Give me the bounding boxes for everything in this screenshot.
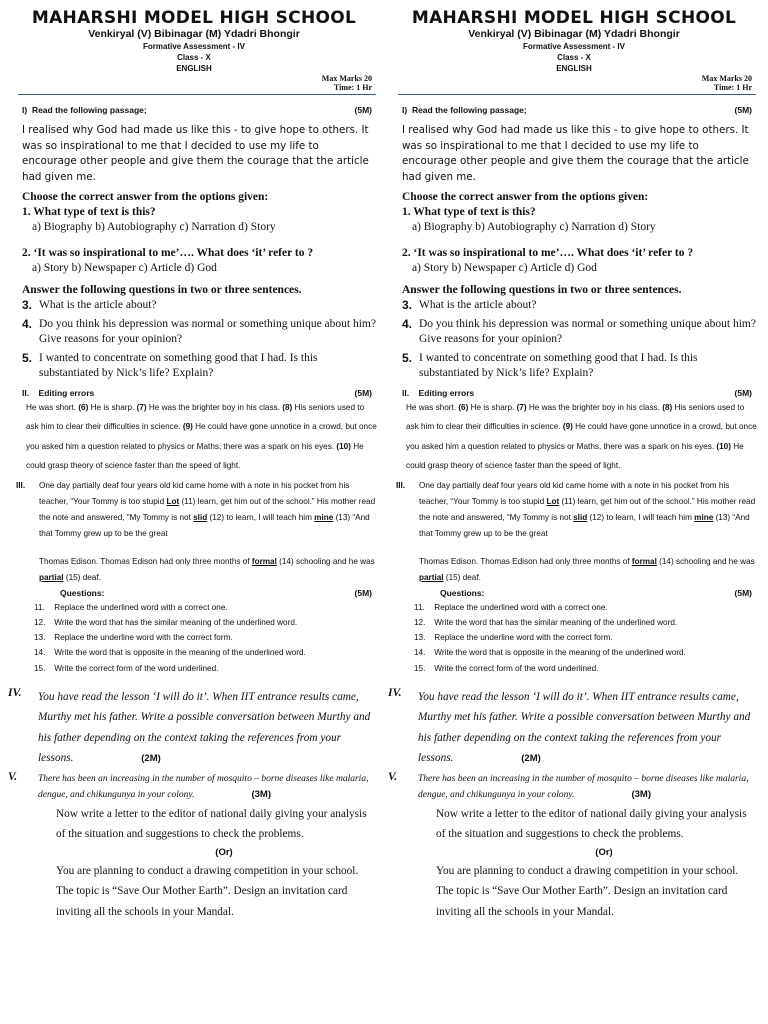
section-3-questions-heading: Questions: (5M) [60,587,372,598]
section-3-passage-continued: Thomas Edison. Thomas Edison had only three months of formal (14) schooling and he was partial (15) deaf. [39,556,375,582]
section-4-marks: (2M) [141,753,161,765]
section-3-question-list [4,600,384,676]
reading-passage: I realised why God had made us like this - to give hope to others. It was so inspirational to me that I decided to use my life to encourage other people and give them the courage that the article had given me. [402,124,749,183]
section-3-number: III. [396,480,406,490]
paper-header [4,8,384,74]
section-5-question: There has been an increasing in the number of mosquito – borne diseases like malaria, dengue, and chikungunya in your colony. [418,773,749,801]
list-item: 12. Write the word that has the similar meaning of the underlined word. [414,617,678,627]
list-item: 14. Write the word that is opposite in the meaning of the underlined word. [414,648,686,658]
question-4: 4. Do you think his depression was normal or something unique about him? Give reasons for your opinion? [402,316,756,345]
class-label: Class - X [557,53,591,62]
question-2: 2. ‘It was so inspirational to me’…. What does ‘it’ refer to ? [402,247,694,259]
section-5-marks: (3M) [251,789,271,801]
list-item: 11. Replace the underlined word with a correct one. [414,602,608,612]
class-label: Class - X [177,53,211,62]
section-2-marks: (5M) [734,387,752,398]
choose-heading: Choose the correct answer from the options given: [22,191,269,203]
section-4-number: IV. [388,686,402,699]
question-3: 3. What is the article about? [402,298,537,312]
section-2-marks: (5M) [354,387,372,398]
invitation-task: You are planning to conduct a drawing competition in your school. The topic is “Save Our Mother Earth”. Design an invitation card inviting all the schools in your Mandal. [436,864,739,918]
header-divider [18,94,376,95]
list-item: 11. Replace the underlined word with a correct one. [34,602,228,612]
list-item: 13. Replace the underline word with the correct form. [414,633,613,643]
section-2-heading [384,388,764,398]
list-item: 15. Write the correct form of the word underlined. [34,663,219,673]
section-5 [384,771,764,804]
section-1-marks: (5M) [734,105,752,115]
reading-passage: I realised why God had made us like this - to give hope to others. It was so inspirational to me that I decided to use my life to encourage other people and give them the courage that the article had given me. [22,124,369,183]
section-1-heading [384,105,764,115]
question-1: 1. What type of text is this? [402,206,536,218]
section-2-number: II. [22,387,30,398]
section-4 [384,687,764,770]
section-4-question: You have read the lesson ‘I will do it’. When IIT entrance results came, Murthy met his father. Write a possible conversation between Murthy and his father depending on the context taking the references from your lessons. [418,690,751,765]
section-5-number: V. [8,770,18,783]
section-1-title: Read the following passage; [411,105,527,115]
question-paper-right [384,0,764,1024]
short-answer-heading: Answer the following questions in two or three sentences. [402,284,682,296]
question-3: 3. What is the article about? [22,298,157,312]
paper-header [384,8,764,74]
question-4: 4. Do you think his depression was normal or something unique about him? Give reasons for your opinion? [22,316,376,345]
max-marks: Max Marks 20 [321,74,372,83]
section-3-number: III. [16,480,26,490]
assessment-name: Formative Assessment - IV [523,42,625,51]
assessment-name: Formative Assessment - IV [143,42,245,51]
section-3-questions-heading: Questions: (5M) [440,587,752,598]
section-5 [4,771,384,804]
editing-passage: He was short. (6) He is sharp. (7) He was the brighter boy in his class. (8) His seniors used to ask him to clear their difficulties in science. (9) He could have gone unnotice in a crowd, but once you asked him a question related to physics or Maths, there was a spark on his eyes. (10) He could grasp theory of science faster than the speed of light. [406,402,757,470]
section-1-number: I) [22,105,28,115]
header-divider [398,94,756,95]
section-2-heading [4,388,384,398]
time-allowed: Time: 1 Hr [713,83,752,92]
letter-task: Now write a letter to the editor of national daily giving your analysis of the situation and suggestions to check the problems. [56,807,367,841]
section-3-passage: III. One day partially deaf four years old kid came home with a note in his pocket from his teacher, “Your Tommy is too stupid Lot (11) learn, get him out of the school.” His mother read the note and answered, “My Tommy is not slid (12) to learn, I will teach him mine (13) “And that Tommy grew up to be the great [4,478,384,542]
time-allowed: Time: 1 Hr [333,83,372,92]
subject-label: ENGLISH [176,64,212,73]
letter-task: Now write a letter to the editor of national daily giving your analysis of the situation and suggestions to check the problems. [436,807,747,841]
section-5-question: There has been an increasing in the number of mosquito – borne diseases like malaria, dengue, and chikungunya in your colony. [38,773,369,801]
section-2-title: Editing errors [418,387,475,398]
section-4 [4,687,384,770]
section-3-passage-continued: Thomas Edison. Thomas Edison had only three months of formal (14) schooling and he was partial (15) deaf. [419,556,755,582]
section-3-question-list [384,600,764,676]
section-2-number: II. [402,387,410,398]
section-4-question: You have read the lesson ‘I will do it’. When IIT entrance results came, Murthy met his father. Write a possible conversation between Murthy and his father depending on the context taking the references from your lessons. [38,690,371,765]
question-1-options: a) Biography b) Autobiography c) Narration d) Story [412,221,656,233]
question-5: 5. I wanted to concentrate on something good that I had. Is this substantiated by Nick’s life? Explain? [402,350,698,379]
section-5-marks: (3M) [631,789,651,801]
invitation-task: You are planning to conduct a drawing competition in your school. The topic is “Save Our Mother Earth”. Design an invitation card inviting all the schools in your Mandal. [56,864,359,918]
question-paper-left [4,0,384,1024]
section-1-title: Read the following passage; [31,105,147,115]
list-item: 15. Write the correct form of the word underlined. [414,663,599,673]
question-1-options: a) Biography b) Autobiography c) Narration d) Story [32,221,276,233]
section-1-marks: (5M) [354,105,372,115]
school-address: Venkiryal (V) Bibinagar (M) Ydadri Bhongir [468,28,680,40]
school-address: Venkiryal (V) Bibinagar (M) Ydadri Bhongir [88,28,300,40]
section-1-heading [4,105,384,115]
or-separator: (Or) [595,846,613,858]
list-item: 14. Write the word that is opposite in the meaning of the underlined word. [34,648,306,658]
max-marks: Max Marks 20 [701,74,752,83]
section-2-title: Editing errors [38,387,95,398]
question-2-options: a) Story b) Newspaper c) Article d) God [412,262,597,274]
school-name: MAHARSHI MODEL HIGH SCHOOL [411,8,737,28]
question-1: 1. What type of text is this? [22,206,156,218]
section-1-number: I) [402,105,408,115]
subject-label: ENGLISH [556,64,592,73]
list-item: 13. Replace the underline word with the correct form. [34,633,233,643]
question-5: 5. I wanted to concentrate on something good that I had. Is this substantiated by Nick’s life? Explain? [22,350,318,379]
editing-passage: He was short. (6) He is sharp. (7) He was the brighter boy in his class. (8) His seniors used to ask him to clear their difficulties in science. (9) He could have gone unnotice in a crowd, but once you asked him a question related to physics or Maths, there was a spark on his eyes. (10) He could grasp theory of science faster than the speed of light. [26,402,377,470]
question-2-options: a) Story b) Newspaper c) Article d) God [32,262,217,274]
short-answer-heading: Answer the following questions in two or three sentences. [22,284,302,296]
list-item: 12. Write the word that has the similar meaning of the underlined word. [34,617,298,627]
choose-heading: Choose the correct answer from the options given: [402,191,649,203]
question-2: 2. ‘It was so inspirational to me’…. What does ‘it’ refer to ? [22,247,314,259]
school-name: MAHARSHI MODEL HIGH SCHOOL [31,8,357,28]
section-3-passage: III. One day partially deaf four years old kid came home with a note in his pocket from his teacher, “Your Tommy is too stupid Lot (11) learn, get him out of the school.” His mother read the note and answered, “My Tommy is not slid (12) to learn, I will teach him mine (13) “And that Tommy grew up to be the great [384,478,764,542]
or-separator: (Or) [215,846,233,858]
section-4-marks: (2M) [521,753,541,765]
section-4-number: IV. [8,686,22,699]
section-5-number: V. [388,770,398,783]
